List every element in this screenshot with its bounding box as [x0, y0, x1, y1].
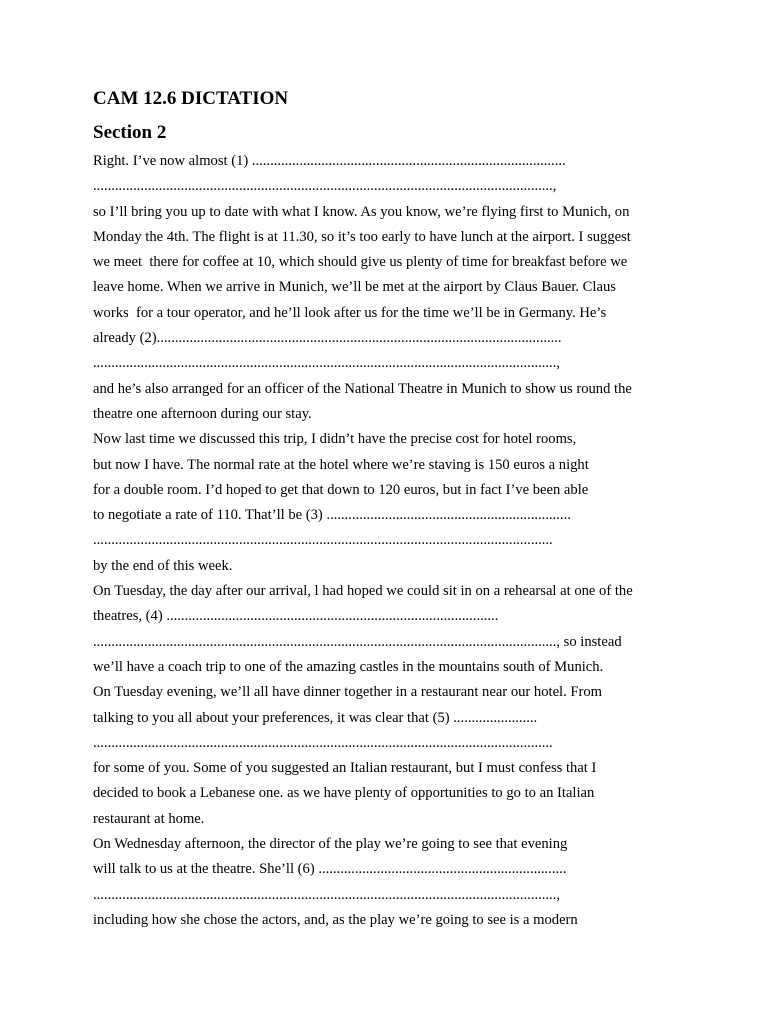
document-page	[93, 86, 693, 933]
text-line: but now I have. The normal rate at the hotel where we’re staving is 150 euros a night	[93, 456, 589, 473]
text-line: leave home. When we arrive in Munich, we’ll be met at the airport by Claus Bauer. Claus	[93, 279, 616, 296]
section-heading: Section 2	[93, 122, 167, 143]
text-line: ..............................................................................................................................	[93, 734, 553, 751]
text-line: restaurant at home.	[93, 810, 205, 827]
dictation-text	[93, 149, 693, 933]
text-line: we’ll have a coach trip to one of the amazing castles in the mountains south of Munich.	[93, 658, 604, 675]
document-title: CAM 12.6 DICTATION	[93, 88, 289, 109]
text-line: will talk to us at the theatre. She’ll (6) ....................................................................	[93, 861, 567, 878]
text-line: On Tuesday evening, we’ll all have dinner together in a restaurant near our hotel. From	[93, 684, 603, 701]
text-line: Right. I’ve now almost (1) ......................................................................................	[93, 153, 566, 169]
text-line: so I’ll bring you up to date with what I know. As you know, we’re flying first to Munich, on	[93, 203, 630, 220]
text-line: talking to you all about your preferences, it was clear that (5) .......................	[93, 709, 538, 726]
text-line: already (2)...............................................................................................................	[93, 330, 562, 347]
text-line: On Tuesday, the day after our arrival, l had hoped we could sit in on a rehearsal at one of the	[93, 583, 633, 600]
text-line: we meet there for coffee at 10, which should give us plenty of time for breakfast before we	[93, 254, 628, 271]
text-line: On Wednesday afternoon, the director of the play we’re going to see that evening	[93, 836, 568, 853]
text-line: ..............................................................................................................................,	[93, 178, 557, 195]
text-line: Monday the 4th. The flight is at 11.30, so it’s too early to have lunch at the airport. I suggest	[93, 228, 631, 245]
text-line: for a double room. I’d hoped to get that down to 120 euros, but in fact I’ve been able	[93, 481, 589, 498]
text-line: theatre one afternoon during our stay.	[93, 405, 312, 422]
text-line: ..............................................................................................................................	[93, 532, 553, 549]
text-line: decided to book a Lebanese one. as we have plenty of opportunities to go to an Italian	[93, 785, 595, 802]
text-line: ...............................................................................................................................,	[93, 355, 560, 372]
text-line: and he’s also arranged for an officer of the National Theatre in Munich to show us round the	[93, 380, 632, 397]
text-line: Now last time we discussed this trip, I didn’t have the precise cost for hotel rooms,	[93, 431, 577, 448]
text-line: to negotiate a rate of 110. That’ll be (3) ...................................................................	[93, 507, 571, 524]
text-line: theatres, (4) ...........................................................................................	[93, 608, 499, 625]
text-line: ..............................................................................................................................., so instead	[93, 633, 622, 650]
text-line: including how she chose the actors, and, as the play we’re going to see is a modern	[93, 911, 578, 928]
text-line: by the end of this week.	[93, 557, 233, 574]
text-line: ...............................................................................................................................,	[93, 886, 560, 903]
text-line: works for a tour operator, and he’ll look after us for the time we’ll be in Germany. He’s	[93, 304, 607, 321]
text-line: for some of you. Some of you suggested an Italian restaurant, but I must confess that I	[93, 760, 597, 777]
